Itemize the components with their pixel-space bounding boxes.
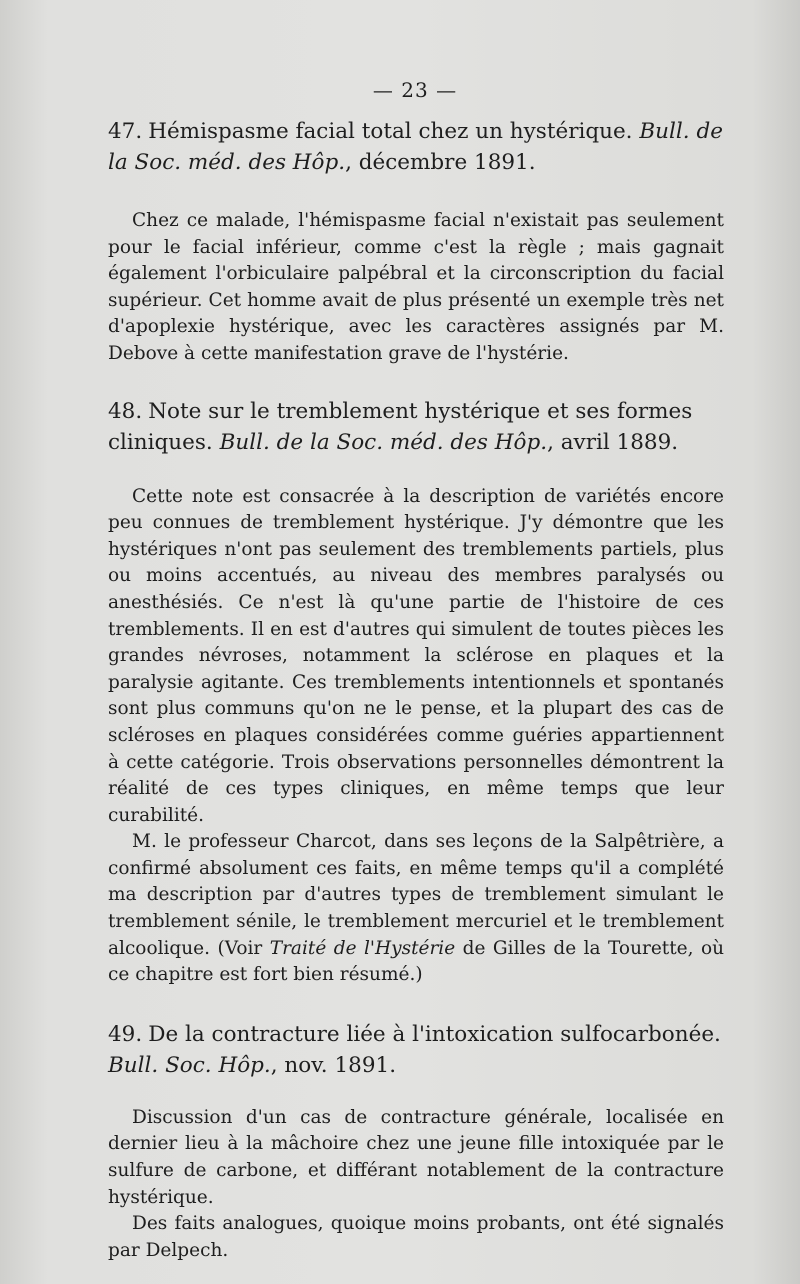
entry-paragraph [108, 829, 724, 989]
entry-date: , nov. 1891. [270, 1052, 397, 1078]
entry-date: , décembre 1891. [345, 150, 536, 175]
entry-number: 48. [108, 398, 143, 424]
voir-open: (Voir [210, 937, 270, 959]
entry-title-text: Note sur le tremblement hystérique et ses formes cliniques. [108, 398, 693, 455]
entry-48 [108, 396, 724, 989]
entry-paragraph: Cette note est consacrée à la description de variétés encore peu connues de tremblement hystérique. J'y démontre que les hystériques n'ont pas seulement des tremblements partiels, plus ou moins accentués, au niveau des membres paralysés ou anesthésiés. Ce n'est là qu'une partie de l'histoire de ces tremblements. Il en est d'autres qui simulent de toutes pièces les grandes névroses, notamment la sclérose en plaques et la paralysie agitante. Ces tremblements intentionnels et spontanés sont plus communs qu'on ne le pense, et la plupart des cas de scléroses en plaques considérées comme guéries appartiennent à cette catégorie. Trois observations personnelles démontrent la réalité de ces types cliniques, en même temps que leur curabilité. [108, 485, 724, 826]
voir-close: de Gilles de la Tourette, où ce chapitre est fort bien résumé.) [108, 937, 724, 986]
entry-paragraph: Discussion d'un cas de contracture générale, localisée en dernier lieu à la mâchoire chez une jeune fille intoxiquée par le sulfure de carbone, et différant notablement de la contracture hystérique. [108, 1106, 724, 1208]
entry-paragraph: Chez ce malade, l'hémispasme facial n'existait pas seulement pour le facial inférieur, comme c'est la règle ; mais gagnait également l'orbiculaire palpébral et la circonscription du facial supérieur. Cet homme avait de plus présenté un exemple très net d'apoplexie hystérique, avec les caractères assignés par M. Debove à cette manifestation grave de l'hystérie. [108, 210, 724, 364]
entry-title-text: Hémispasme facial total chez un hystérique. [148, 119, 633, 144]
entry-49 [108, 1019, 724, 1265]
paragraph-text: M. le professeur Charcot, dans ses leçons de la Salpêtrière, a confirmé absolument ces faits, en même temps qu'il a complété ma description par d'autres types de tremblement simulant le tremblement sénile, le tremblement mercuriel et le tremblement alcoolique. [108, 831, 724, 959]
page-content [108, 116, 724, 1264]
entry-title [108, 396, 724, 458]
entry-paragraph: Des faits analogues, quoique moins probants, ont été signalés par Delpech. [108, 1213, 724, 1261]
entry-47 [108, 116, 724, 368]
book-title: Traité de l'Hystérie [269, 937, 456, 959]
entry-title [108, 116, 724, 178]
entry-number: 47. [108, 119, 143, 144]
entry-number: 49. [108, 1021, 143, 1047]
entry-source: Bull. de la Soc. méd. des Hôp. [219, 429, 548, 455]
entry-date: , avril 1889. [547, 429, 679, 455]
entry-source: Bull. Soc. Hôp. [108, 1052, 271, 1078]
entry-title [108, 1019, 724, 1081]
entry-source: Bull. de la Soc. méd. des Hôp. [108, 119, 723, 175]
entry-title-text: De la contracture liée à l'intoxication sulfocarbonée. [148, 1021, 721, 1047]
page-number: — 23 — [372, 78, 458, 102]
